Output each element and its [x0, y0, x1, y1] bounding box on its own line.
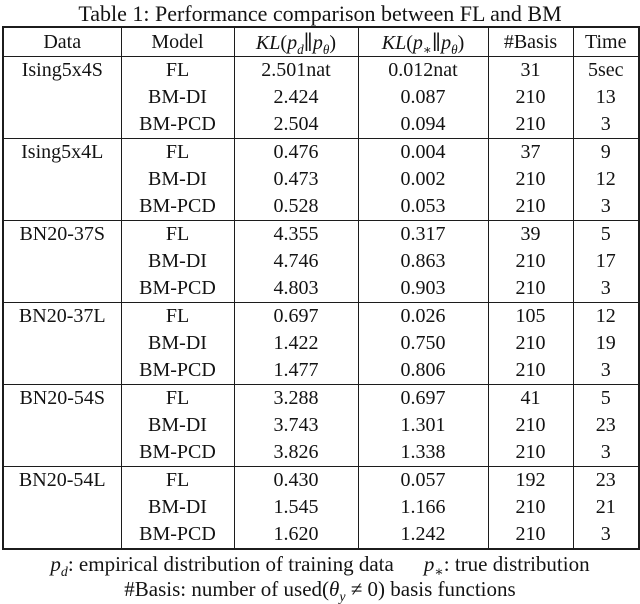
kl-d-cell: 4.803 — [234, 275, 358, 303]
paren-open: ( — [406, 31, 413, 54]
model-cell: BM-DI — [121, 166, 234, 193]
kl-d-cell: 0.430 — [234, 467, 358, 495]
basis-cell: 210 — [488, 193, 573, 221]
time-cell: 21 — [573, 494, 639, 521]
time-cell: 12 — [573, 303, 639, 331]
kl-d-cell: 3.826 — [234, 439, 358, 467]
table-row — [3, 303, 639, 331]
math-p: p — [312, 31, 323, 54]
kl-d-cell: 2.504 — [234, 111, 358, 139]
table-body — [3, 57, 639, 550]
footnote-text: : true distribution — [443, 552, 590, 576]
time-cell: 5sec — [573, 57, 639, 85]
kl-d-cell: 0.697 — [234, 303, 358, 331]
basis-cell: 210 — [488, 248, 573, 275]
time-cell: 17 — [573, 248, 639, 275]
math-kl: KL — [381, 31, 407, 54]
basis-cell: 37 — [488, 139, 573, 167]
time-cell: 12 — [573, 166, 639, 193]
math-p: p — [287, 31, 298, 54]
kl-star-cell: 1.338 — [358, 439, 488, 467]
data-cell: Ising5x4L — [3, 139, 121, 221]
math-p: p — [441, 31, 452, 54]
header-kl-star — [358, 27, 488, 57]
math-p: p — [423, 552, 435, 576]
time-cell: 3 — [573, 111, 639, 139]
kl-star-cell: 0.004 — [358, 139, 488, 167]
paren-close: ) — [457, 31, 465, 54]
kl-d-cell: 4.746 — [234, 248, 358, 275]
paren-close: ) — [329, 31, 337, 54]
time-cell: 3 — [573, 275, 639, 303]
kl-star-cell: 0.002 — [358, 166, 488, 193]
math-sub-theta: θ — [451, 41, 458, 57]
kl-star-cell: 0.863 — [358, 248, 488, 275]
math-kl: KL — [255, 31, 281, 54]
kl-d-cell: 1.477 — [234, 357, 358, 385]
kl-star-cell: 1.242 — [358, 521, 488, 549]
time-cell: 3 — [573, 193, 639, 221]
basis-cell: 39 — [488, 221, 573, 249]
model-cell: BM-DI — [121, 412, 234, 439]
kl-star-cell: 0.903 — [358, 275, 488, 303]
model-cell: BM-PCD — [121, 357, 234, 385]
math-sub-star: ∗ — [422, 41, 432, 57]
data-cell: BN20-54L — [3, 467, 121, 550]
basis-cell: 31 — [488, 57, 573, 85]
math-sub-star: ∗ — [434, 564, 444, 580]
basis-cell: 210 — [488, 166, 573, 193]
time-cell: 3 — [573, 521, 639, 549]
kl-star-cell: 0.053 — [358, 193, 488, 221]
table-row — [3, 385, 639, 413]
kl-star-cell: 0.806 — [358, 357, 488, 385]
kl-star-cell: 0.697 — [358, 385, 488, 413]
header-basis: #Basis — [488, 27, 573, 57]
kl-star-cell: 1.301 — [358, 412, 488, 439]
table-row — [3, 57, 639, 85]
model-cell: BM-PCD — [121, 521, 234, 549]
footnote-line-1 — [0, 552, 640, 580]
kl-star-cell: 0.094 — [358, 111, 488, 139]
footnote-text: : empirical distribution of training data — [67, 552, 394, 576]
kl-star-cell: 0.026 — [358, 303, 488, 331]
kl-d-cell: 0.528 — [234, 193, 358, 221]
kl-star-cell: 0.317 — [358, 221, 488, 249]
model-cell: FL — [121, 57, 234, 85]
basis-cell: 192 — [488, 467, 573, 495]
footnote-line-2 — [0, 577, 640, 602]
model-cell: FL — [121, 221, 234, 249]
math-theta: θ — [329, 577, 340, 601]
kl-d-cell: 2.501nat — [234, 57, 358, 85]
model-cell: BM-DI — [121, 494, 234, 521]
math-sub-d: d — [297, 41, 304, 57]
time-cell: 5 — [573, 385, 639, 413]
data-cell: BN20-37S — [3, 221, 121, 303]
basis-cell: 210 — [488, 494, 573, 521]
footnotes — [0, 552, 640, 602]
kl-d-cell: 4.355 — [234, 221, 358, 249]
model-cell: BM-DI — [121, 248, 234, 275]
kl-star-cell: 0.087 — [358, 84, 488, 111]
kl-star-cell: 0.057 — [358, 467, 488, 495]
time-cell: 23 — [573, 412, 639, 439]
footnote-text: #Basis: number of used( — [124, 577, 330, 601]
model-cell: BM-DI — [121, 330, 234, 357]
kl-d-cell: 0.473 — [234, 166, 358, 193]
model-cell: BM-PCD — [121, 111, 234, 139]
math-sub-d: d — [60, 564, 68, 580]
model-cell: FL — [121, 303, 234, 331]
kl-d-cell: 1.422 — [234, 330, 358, 357]
header-row — [3, 27, 639, 57]
time-cell: 3 — [573, 357, 639, 385]
table-caption: Table 1: Performance comparison between FL and BM — [78, 1, 562, 26]
header-data: Data — [43, 30, 82, 53]
time-cell: 13 — [573, 84, 639, 111]
basis-cell: 210 — [488, 521, 573, 549]
basis-cell: 210 — [488, 412, 573, 439]
time-cell: 3 — [573, 439, 639, 467]
parallel-bars: ∥ — [431, 31, 442, 54]
model-cell: FL — [121, 139, 234, 167]
paren-open: ( — [280, 31, 288, 54]
kl-star-cell: 0.750 — [358, 330, 488, 357]
table-row — [3, 221, 639, 249]
basis-cell: 210 — [488, 111, 573, 139]
math-p: p — [50, 552, 61, 576]
basis-cell: 210 — [488, 275, 573, 303]
model-cell: FL — [121, 467, 234, 495]
model-cell: BM-PCD — [121, 275, 234, 303]
model-cell: BM-PCD — [121, 193, 234, 221]
data-cell: Ising5x4S — [21, 59, 103, 81]
data-cell: BN20-54S — [3, 385, 121, 467]
model-cell: BM-PCD — [121, 439, 234, 467]
basis-cell: 210 — [488, 439, 573, 467]
parallel-bars: ∥ — [303, 31, 313, 54]
basis-cell: 105 — [488, 303, 573, 331]
time-cell: 9 — [573, 139, 639, 167]
basis-cell: 210 — [488, 84, 573, 111]
kl-star-cell: 1.166 — [358, 494, 488, 521]
table-row — [3, 139, 639, 167]
header-model: Model — [121, 27, 234, 57]
kl-d-cell: 3.743 — [234, 412, 358, 439]
model-cell: BM-DI — [121, 84, 234, 111]
kl-d-cell: 1.545 — [234, 494, 358, 521]
footnote-text: ≠ 0) basis functions — [345, 577, 516, 601]
kl-d-cell: 3.288 — [234, 385, 358, 413]
math-p: p — [412, 31, 423, 54]
header-time: Time — [573, 27, 639, 57]
kl-star-cell: 0.012nat — [358, 57, 488, 85]
kl-d-cell: 1.620 — [234, 521, 358, 549]
header-kl-d — [234, 27, 358, 57]
time-cell: 5 — [573, 221, 639, 249]
time-cell: 23 — [573, 467, 639, 495]
table-row — [3, 467, 639, 495]
model-cell: FL — [121, 385, 234, 413]
kl-d-cell: 0.476 — [234, 139, 358, 167]
data-cell: BN20-37L — [3, 303, 121, 385]
kl-d-cell: 2.424 — [234, 84, 358, 111]
time-cell: 19 — [573, 330, 639, 357]
basis-cell: 41 — [488, 385, 573, 413]
basis-cell: 210 — [488, 330, 573, 357]
math-sub-theta: θ — [322, 41, 330, 57]
basis-cell: 210 — [488, 357, 573, 385]
math-sub-y: y — [339, 589, 346, 604]
performance-table — [2, 26, 640, 550]
